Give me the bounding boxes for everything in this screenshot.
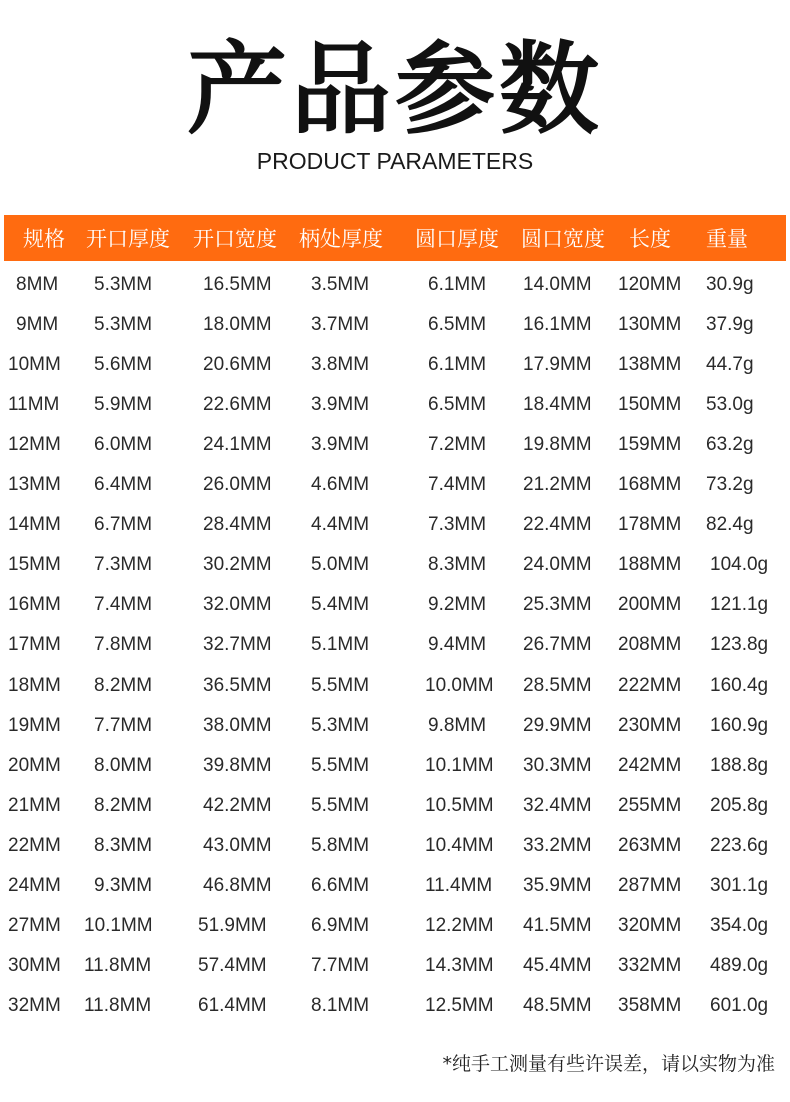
cell-ring-width: 41.5MM xyxy=(523,915,592,936)
cell-opening-width: 30.2MM xyxy=(203,554,272,575)
cell-length: 200MM xyxy=(618,594,682,615)
cell-opening-thickness: 6.0MM xyxy=(94,434,153,455)
cell-ring-thickness: 6.5MM xyxy=(428,394,487,415)
cell-opening-width: 36.5MM xyxy=(203,675,272,696)
cell-opening-thickness: 5.9MM xyxy=(94,394,153,415)
cell-ring-width: 35.9MM xyxy=(523,875,592,896)
cell-weight: 301.1g xyxy=(710,875,769,896)
cell-opening-width: 20.6MM xyxy=(203,354,272,375)
cell-ring-thickness: 6.1MM xyxy=(428,274,487,295)
cell-weight: 63.2g xyxy=(706,434,754,455)
cell-opening-width: 39.8MM xyxy=(203,755,272,776)
cell-opening-width: 22.6MM xyxy=(203,394,272,415)
cell-ring-width: 33.2MM xyxy=(523,835,592,856)
cell-opening-width: 28.4MM xyxy=(203,514,272,535)
page-subtitle: PRODUCT PARAMETERS xyxy=(256,148,534,174)
cell-weight: 53.0g xyxy=(706,394,754,415)
cell-opening-thickness: 5.6MM xyxy=(94,354,153,375)
header-size: 规格 xyxy=(23,227,65,251)
cell-length: 150MM xyxy=(618,394,682,415)
header-opening-width: 开口宽度 xyxy=(193,227,277,251)
cell-length: 230MM xyxy=(618,715,682,736)
cell-opening-width: 46.8MM xyxy=(203,875,272,896)
cell-weight: 104.0g xyxy=(710,554,769,575)
cell-handle-thickness: 3.5MM xyxy=(311,274,370,295)
cell-opening-thickness: 8.2MM xyxy=(94,795,153,816)
header-length: 长度 xyxy=(629,227,671,251)
cell-opening-thickness: 6.7MM xyxy=(94,514,153,535)
cell-ring-thickness: 7.4MM xyxy=(428,474,487,495)
cell-size: 11MM xyxy=(8,394,60,415)
cell-ring-thickness: 7.2MM xyxy=(428,434,487,455)
cell-ring-thickness: 8.3MM xyxy=(428,554,487,575)
cell-size: 22MM xyxy=(8,835,61,856)
cell-ring-width: 14.0MM xyxy=(523,274,592,295)
header-handle-thickness: 柄处厚度 xyxy=(299,227,383,251)
cell-size: 16MM xyxy=(8,594,61,615)
cell-ring-thickness: 14.3MM xyxy=(425,955,494,976)
cell-ring-width: 22.4MM xyxy=(523,514,592,535)
cell-size: 18MM xyxy=(8,675,61,696)
cell-weight: 489.0g xyxy=(710,955,769,976)
cell-handle-thickness: 8.1MM xyxy=(311,995,370,1016)
cell-ring-thickness: 9.4MM xyxy=(428,634,487,655)
cell-ring-width: 17.9MM xyxy=(523,354,592,375)
cell-length: 168MM xyxy=(618,474,682,495)
cell-size: 13MM xyxy=(8,474,61,495)
cell-ring-width: 30.3MM xyxy=(523,755,592,776)
cell-ring-thickness: 10.5MM xyxy=(425,795,494,816)
cell-weight: 82.4g xyxy=(706,514,754,535)
cell-length: 159MM xyxy=(618,434,682,455)
cell-handle-thickness: 5.1MM xyxy=(311,634,370,655)
cell-opening-thickness: 9.3MM xyxy=(94,875,153,896)
cell-opening-thickness: 8.0MM xyxy=(94,755,153,776)
cell-length: 287MM xyxy=(618,875,682,896)
cell-opening-width: 26.0MM xyxy=(203,474,272,495)
header-ring-thickness: 圆口厚度 xyxy=(415,227,499,251)
cell-opening-thickness: 6.4MM xyxy=(94,474,153,495)
header-opening-thickness: 开口厚度 xyxy=(86,227,170,251)
cell-ring-thickness: 10.0MM xyxy=(425,675,494,696)
cell-opening-width: 24.1MM xyxy=(203,434,272,455)
cell-weight: 44.7g xyxy=(706,354,754,375)
cell-weight: 354.0g xyxy=(710,915,769,936)
cell-handle-thickness: 4.6MM xyxy=(311,474,370,495)
cell-weight: 30.9g xyxy=(706,274,754,295)
cell-size: 17MM xyxy=(8,634,61,655)
cell-ring-thickness: 12.2MM xyxy=(425,915,494,936)
cell-size: 14MM xyxy=(8,514,61,535)
cell-opening-width: 43.0MM xyxy=(203,835,272,856)
cell-opening-thickness: 10.1MM xyxy=(84,915,153,936)
cell-ring-thickness: 9.8MM xyxy=(428,715,487,736)
cell-ring-width: 45.4MM xyxy=(523,955,592,976)
cell-opening-width: 32.7MM xyxy=(203,634,272,655)
cell-length: 255MM xyxy=(618,795,682,816)
cell-size: 30MM xyxy=(8,955,61,976)
cell-handle-thickness: 4.4MM xyxy=(311,514,370,535)
cell-size: 21MM xyxy=(8,795,61,816)
cell-size: 10MM xyxy=(8,354,61,375)
header-ring-width: 圆口宽度 xyxy=(521,227,605,251)
cell-handle-thickness: 5.8MM xyxy=(311,835,370,856)
cell-handle-thickness: 5.0MM xyxy=(311,554,370,575)
cell-ring-thickness: 10.1MM xyxy=(425,755,494,776)
cell-handle-thickness: 7.7MM xyxy=(311,955,370,976)
cell-length: 320MM xyxy=(618,915,682,936)
cell-ring-thickness: 12.5MM xyxy=(425,995,494,1016)
cell-weight: 160.4g xyxy=(710,675,769,696)
cell-length: 263MM xyxy=(618,835,682,856)
cell-ring-width: 25.3MM xyxy=(523,594,592,615)
cell-handle-thickness: 3.9MM xyxy=(311,394,370,415)
cell-handle-thickness: 3.9MM xyxy=(311,434,370,455)
cell-ring-width: 16.1MM xyxy=(523,314,592,335)
cell-opening-width: 57.4MM xyxy=(198,955,267,976)
cell-handle-thickness: 5.5MM xyxy=(311,795,370,816)
cell-length: 358MM xyxy=(618,995,682,1016)
cell-weight: 205.8g xyxy=(710,795,769,816)
cell-weight: 188.8g xyxy=(710,755,769,776)
cell-ring-thickness: 10.4MM xyxy=(425,835,494,856)
cell-length: 242MM xyxy=(618,755,682,776)
cell-opening-thickness: 7.7MM xyxy=(94,715,153,736)
header-weight: 重量 xyxy=(706,227,748,251)
cell-ring-width: 48.5MM xyxy=(523,995,592,1016)
cell-opening-thickness: 8.3MM xyxy=(94,835,153,856)
cell-handle-thickness: 6.6MM xyxy=(311,875,370,896)
cell-handle-thickness: 3.8MM xyxy=(311,354,370,375)
cell-size: 19MM xyxy=(8,715,61,736)
cell-size: 12MM xyxy=(8,434,61,455)
cell-weight: 37.9g xyxy=(706,314,754,335)
cell-length: 130MM xyxy=(618,314,682,335)
cell-size: 9MM xyxy=(16,314,59,335)
cell-opening-width: 51.9MM xyxy=(198,915,267,936)
cell-handle-thickness: 5.4MM xyxy=(311,594,370,615)
cell-ring-width: 21.2MM xyxy=(523,474,592,495)
cell-ring-width: 29.9MM xyxy=(523,715,592,736)
cell-length: 138MM xyxy=(618,354,682,375)
cell-length: 178MM xyxy=(618,514,682,535)
cell-opening-thickness: 11.8MM xyxy=(84,995,152,1016)
cell-handle-thickness: 5.3MM xyxy=(311,715,370,736)
cell-size: 20MM xyxy=(8,755,61,776)
cell-handle-thickness: 5.5MM xyxy=(311,755,370,776)
cell-ring-width: 19.8MM xyxy=(523,434,592,455)
cell-opening-width: 42.2MM xyxy=(203,795,272,816)
cell-ring-thickness: 11.4MM xyxy=(425,875,493,896)
cell-opening-thickness: 7.8MM xyxy=(94,634,153,655)
cell-opening-thickness: 5.3MM xyxy=(94,314,153,335)
cell-length: 120MM xyxy=(618,274,682,295)
cell-handle-thickness: 5.5MM xyxy=(311,675,370,696)
cell-size: 15MM xyxy=(8,554,61,575)
cell-opening-thickness: 8.2MM xyxy=(94,675,153,696)
cell-weight: 73.2g xyxy=(706,474,754,495)
cell-ring-width: 24.0MM xyxy=(523,554,592,575)
cell-ring-width: 18.4MM xyxy=(523,394,592,415)
cell-ring-thickness: 6.1MM xyxy=(428,354,487,375)
cell-ring-thickness: 7.3MM xyxy=(428,514,487,535)
cell-ring-thickness: 6.5MM xyxy=(428,314,487,335)
cell-length: 208MM xyxy=(618,634,682,655)
cell-opening-thickness: 5.3MM xyxy=(94,274,153,295)
cell-opening-width: 16.5MM xyxy=(203,274,272,295)
cell-weight: 160.9g xyxy=(710,715,769,736)
cell-opening-width: 61.4MM xyxy=(198,995,267,1016)
page-title: 产品参数 xyxy=(187,31,603,148)
cell-ring-width: 32.4MM xyxy=(523,795,592,816)
cell-opening-thickness: 7.3MM xyxy=(94,554,153,575)
cell-opening-thickness: 7.4MM xyxy=(94,594,153,615)
cell-opening-thickness: 11.8MM xyxy=(84,955,152,976)
cell-size: 24MM xyxy=(8,875,61,896)
cell-weight: 223.6g xyxy=(710,835,769,856)
cell-ring-width: 26.7MM xyxy=(523,634,592,655)
cell-length: 332MM xyxy=(618,955,682,976)
cell-handle-thickness: 3.7MM xyxy=(311,314,370,335)
cell-opening-width: 18.0MM xyxy=(203,314,272,335)
cell-weight: 601.0g xyxy=(710,995,769,1016)
cell-ring-thickness: 9.2MM xyxy=(428,594,487,615)
cell-length: 188MM xyxy=(618,554,682,575)
cell-opening-width: 32.0MM xyxy=(203,594,272,615)
measurement-note: *纯手工测量有些许误差，请以实物为准 xyxy=(442,1053,775,1075)
cell-handle-thickness: 6.9MM xyxy=(311,915,370,936)
cell-ring-width: 28.5MM xyxy=(523,675,592,696)
cell-length: 222MM xyxy=(618,675,682,696)
cell-weight: 123.8g xyxy=(710,634,769,655)
cell-weight: 121.1g xyxy=(710,594,769,615)
cell-size: 32MM xyxy=(8,995,61,1016)
cell-size: 8MM xyxy=(16,274,59,295)
cell-size: 27MM xyxy=(8,915,61,936)
cell-opening-width: 38.0MM xyxy=(203,715,272,736)
